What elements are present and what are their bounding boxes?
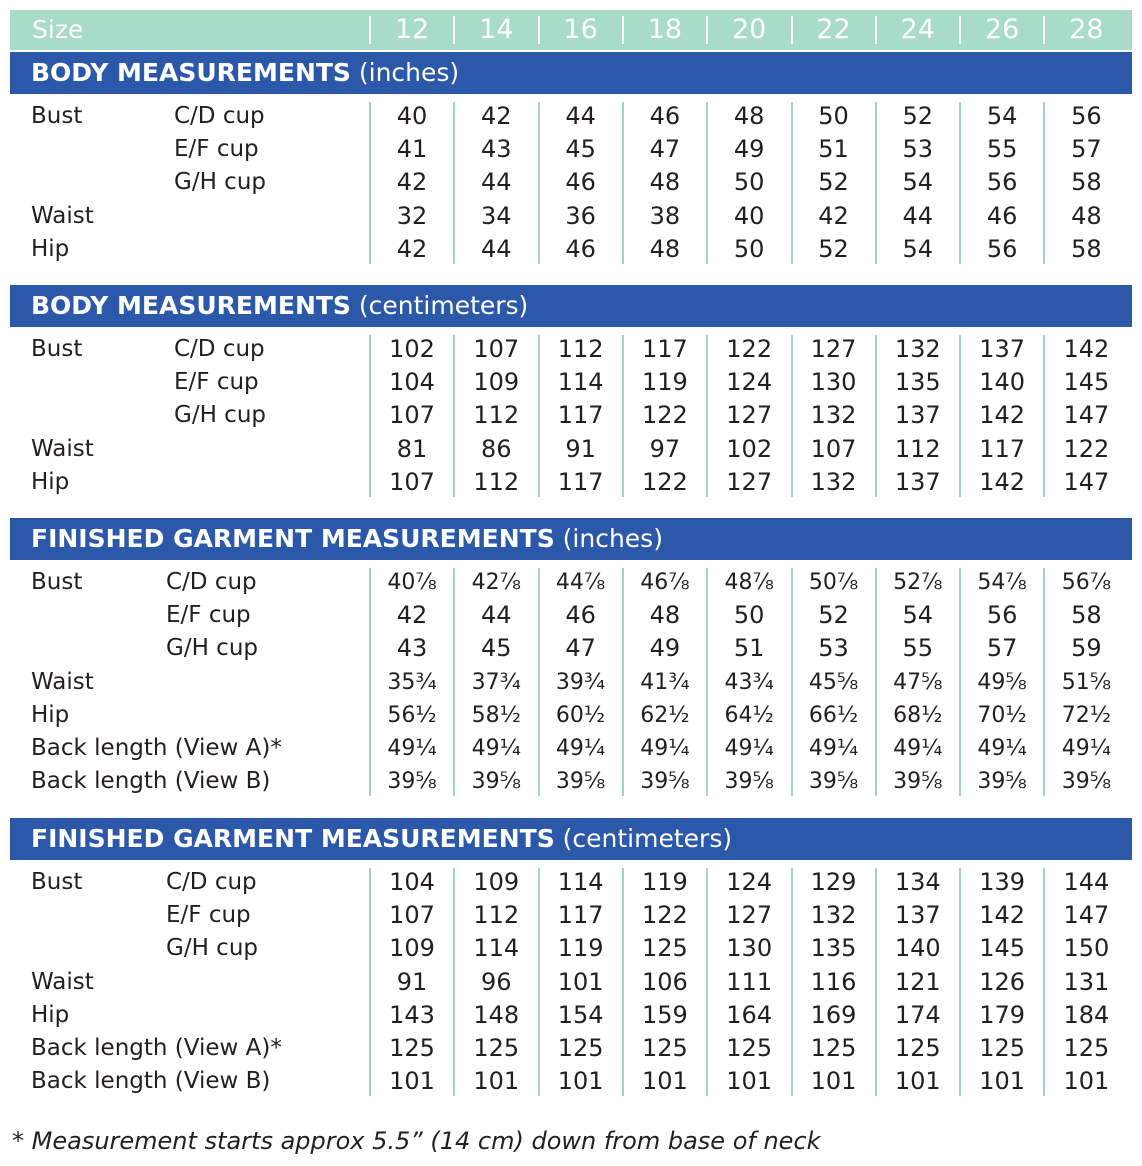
value-cell: 131 [1063,967,1110,996]
value-cell: 39⅝ [1061,769,1112,795]
value-cell: 42 [481,102,512,130]
value-cell: 102 [726,434,773,463]
value-cell: 107 [389,901,435,930]
section-title [31,52,459,94]
value-cell: 34 [481,201,512,230]
value-cell: 39⅝ [555,769,606,795]
value-cell: 68½ [893,702,943,728]
value-cell: 49¼ [893,736,943,761]
value-cell: 50⅞ [808,570,859,595]
row-label: Bust [31,569,83,595]
value-cell: 143 [389,1000,435,1029]
value-cell: 145 [1063,368,1110,397]
value-cell: 46 [986,201,1018,230]
value-cell: 39¾ [555,669,606,695]
value-cell: 127 [810,335,857,363]
value-cell: 47 [565,634,596,663]
value-cell: 111 [726,967,773,996]
value-cell: 53 [818,634,849,663]
value-cell: 43¾ [724,669,774,695]
value-cell: 59 [1071,634,1102,663]
section-title [31,818,732,860]
value-cell: 58½ [471,702,521,728]
value-cell: 107 [810,434,857,463]
value-cell: 130 [726,934,773,963]
value-cell: 122 [641,901,688,930]
value-cell: 125 [726,1034,773,1062]
value-cell: 56 [986,234,1018,263]
value-cell: 124 [726,368,773,397]
value-cell: 125 [389,1034,435,1062]
value-cell: 97 [649,434,681,463]
size-22: 22 [816,14,851,45]
size-14: 14 [479,14,514,45]
value-cell: 91 [565,434,596,463]
row-label: Back length (View A)* [31,1035,282,1061]
value-cell: 42 [818,201,849,230]
section-title-unit: (centimeters) [350,291,529,320]
value-cell: 50 [733,168,765,197]
value-cell: 125 [641,934,688,963]
value-cell: 114 [473,934,520,963]
value-cell: 107 [389,401,435,430]
value-cell: 49¼ [977,736,1027,761]
value-cell: 101 [557,1067,604,1096]
value-cell: 137 [894,467,941,496]
value-cell: 129 [810,868,857,896]
value-cell: 127 [726,901,773,930]
value-cell: 51 [818,135,849,164]
value-cell: 54 [902,601,934,630]
value-cell: 112 [473,401,520,430]
row-label: Back length (View B) [31,768,271,795]
row-label: Waist [31,668,94,695]
value-cell: 122 [641,401,688,430]
value-cell: 126 [979,967,1025,996]
value-cell: 122 [1063,434,1110,463]
value-cell: 101 [641,1067,688,1096]
row-sublabel: C/D cup [174,103,265,129]
value-cell: 125 [979,1034,1025,1062]
value-cell: 119 [641,868,688,896]
value-cell: 50 [733,234,765,263]
value-cell: 49¼ [471,736,521,761]
value-cell: 179 [979,1000,1025,1029]
row-label: Waist [31,202,94,229]
value-cell: 39⅝ [808,769,859,795]
value-cell: 106 [641,967,688,996]
value-cell: 43 [481,135,512,164]
value-cell: 35¾ [387,669,437,695]
value-cell: 48 [649,601,681,630]
value-cell: 109 [473,368,520,397]
row-label: Hip [31,701,70,728]
value-cell: 125 [1063,1034,1110,1062]
row-label: Hip [31,468,70,495]
row-label: Hip [31,1001,70,1028]
value-cell: 41 [396,135,428,164]
value-cell: 55 [986,135,1018,164]
value-cell: 46 [565,234,596,263]
value-cell: 44 [481,234,512,263]
value-cell: 40⅞ [387,570,437,595]
value-cell: 140 [894,934,941,963]
value-cell: 40 [733,201,765,230]
value-cell: 53 [902,135,934,164]
value-cell: 145 [979,934,1025,963]
value-cell: 142 [979,901,1025,930]
value-cell: 51 [733,634,765,663]
value-cell: 104 [389,868,435,896]
value-cell: 42 [396,234,428,263]
value-cell: 114 [557,868,604,896]
value-cell: 147 [1063,467,1110,496]
size-20: 20 [732,14,767,45]
size-26: 26 [984,14,1020,45]
row-label: Hip [31,235,70,262]
value-cell: 112 [473,901,520,930]
value-cell: 114 [557,368,604,397]
value-cell: 49¼ [640,736,690,761]
row-label: Back length (View B) [31,1068,271,1095]
value-cell: 54 [902,168,934,197]
section-title-main: FINISHED GARMENT MEASUREMENTS [31,824,555,853]
value-cell: 122 [726,335,773,363]
value-cell: 58 [1071,234,1102,263]
value-cell: 52 [818,601,849,630]
value-cell: 116 [810,967,857,996]
value-cell: 135 [894,368,941,397]
section-title-main: BODY MEASUREMENTS [31,58,351,87]
value-cell: 42⅞ [471,570,521,595]
row-sublabel: E/F cup [166,602,251,629]
section-title-bar [10,818,1132,860]
value-cell: 121 [894,967,941,996]
value-cell: 48 [1071,201,1102,230]
value-cell: 119 [641,368,688,397]
value-cell: 49¼ [1061,736,1112,761]
section-title [31,518,663,560]
value-cell: 140 [979,368,1025,397]
value-cell: 125 [557,1034,604,1062]
value-cell: 125 [641,1034,688,1062]
value-cell: 46 [565,601,596,630]
value-cell: 70½ [977,702,1027,728]
section-title-bar [10,285,1132,327]
row-label: Bust [31,103,83,129]
value-cell: 124 [726,868,773,896]
value-cell: 58 [1071,168,1102,197]
value-cell: 144 [1063,868,1110,896]
value-cell: 117 [557,901,604,930]
value-cell: 142 [1063,335,1110,363]
value-cell: 49 [649,634,681,663]
value-cell: 132 [810,901,857,930]
row-sublabel: E/F cup [174,369,259,396]
value-cell: 154 [557,1000,604,1029]
size-28: 28 [1069,14,1104,45]
value-cell: 117 [641,335,688,363]
value-cell: 135 [810,934,857,963]
value-cell: 48 [733,102,765,130]
value-cell: 125 [473,1034,520,1062]
value-cell: 139 [979,868,1025,896]
value-cell: 101 [726,1067,773,1096]
value-cell: 52 [818,168,849,197]
size-label: Size [32,15,84,44]
value-cell: 39⅝ [893,769,943,795]
value-cell: 44 [902,201,934,230]
value-cell: 56 [1071,102,1102,130]
row-sublabel: G/H cup [174,402,266,429]
value-cell: 117 [979,434,1025,463]
value-cell: 101 [473,1067,520,1096]
value-cell: 147 [1063,901,1110,930]
value-cell: 91 [396,967,428,996]
row-sublabel: G/H cup [166,935,258,962]
size-24: 24 [900,14,935,45]
value-cell: 48 [649,234,681,263]
section-title-main: BODY MEASUREMENTS [31,291,351,320]
value-cell: 125 [810,1034,857,1062]
value-cell: 132 [810,467,857,496]
value-cell: 132 [894,335,941,363]
value-cell: 159 [641,1000,688,1029]
row-label: Bust [31,336,83,362]
value-cell: 122 [641,467,688,496]
size-16: 16 [563,14,598,45]
row-label: Waist [31,968,94,995]
value-cell: 52⅞ [893,570,943,595]
value-cell: 48⅞ [724,570,774,595]
value-cell: 184 [1063,1000,1110,1029]
value-cell: 96 [481,967,512,996]
size-18: 18 [647,14,683,45]
value-cell: 49¼ [808,736,859,761]
section-title-unit: (centimeters) [554,824,733,853]
value-cell: 52 [818,234,849,263]
value-cell: 101 [810,1067,857,1096]
value-cell: 44 [481,168,512,197]
value-cell: 49¼ [555,736,606,761]
value-cell: 112 [473,467,520,496]
value-cell: 104 [389,368,435,397]
value-cell: 58 [1071,601,1102,630]
section-title-unit: (inches) [554,524,663,553]
value-cell: 44 [481,601,512,630]
value-cell: 66½ [808,702,859,728]
row-sublabel: E/F cup [174,136,259,163]
value-cell: 37¾ [471,669,521,695]
value-cell: 101 [979,1067,1025,1096]
value-cell: 86 [481,434,512,463]
value-cell: 169 [810,1000,857,1029]
value-cell: 127 [726,401,773,430]
row-label: Back length (View A)* [31,735,282,761]
value-cell: 40 [396,102,428,130]
value-cell: 49¼ [387,736,437,761]
row-sublabel: E/F cup [166,902,251,929]
section-title-bar [10,518,1132,560]
row-sublabel: C/D cup [166,569,257,595]
value-cell: 127 [726,467,773,496]
value-cell: 101 [389,1067,435,1096]
value-cell: 39⅝ [977,769,1027,795]
value-cell: 54⅞ [977,570,1027,595]
value-cell: 46⅞ [640,570,690,595]
value-cell: 39⅝ [640,769,690,795]
value-cell: 125 [894,1034,941,1062]
value-cell: 174 [894,1000,941,1029]
value-cell: 38 [649,201,681,230]
value-cell: 56 [986,601,1018,630]
value-cell: 107 [389,467,435,496]
row-label: Waist [31,435,94,462]
value-cell: 150 [1063,934,1110,963]
row-sublabel: G/H cup [166,635,258,662]
value-cell: 51⅝ [1061,669,1112,695]
row-sublabel: C/D cup [166,869,257,895]
value-cell: 39⅝ [724,769,774,795]
value-cell: 130 [810,368,857,397]
value-cell: 49⅝ [977,669,1027,695]
value-cell: 137 [894,901,941,930]
value-cell: 49 [733,135,765,164]
value-cell: 57 [986,634,1018,663]
value-cell: 32 [396,201,428,230]
value-cell: 44⅞ [555,570,606,595]
value-cell: 112 [894,434,941,463]
value-cell: 47 [649,135,681,164]
value-cell: 64½ [724,702,774,728]
value-cell: 39⅝ [471,769,521,795]
value-cell: 137 [894,401,941,430]
value-cell: 45⅝ [808,669,859,695]
value-cell: 47⅝ [893,669,943,695]
section-title-main: FINISHED GARMENT MEASUREMENTS [31,524,555,553]
value-cell: 137 [979,335,1025,363]
row-label: Bust [31,869,83,895]
value-cell: 44 [565,102,596,130]
value-cell: 117 [557,401,604,430]
value-cell: 55 [902,634,934,663]
value-cell: 62½ [640,702,690,728]
value-cell: 54 [986,102,1018,130]
value-cell: 56½ [387,702,437,728]
value-cell: 36 [565,201,596,230]
value-cell: 54 [902,234,934,263]
value-cell: 101 [557,967,604,996]
section-title-unit: (inches) [350,58,460,87]
value-cell: 48 [649,168,681,197]
size-12: 12 [394,14,430,45]
value-cell: 102 [389,335,435,363]
value-cell: 45 [565,135,596,164]
value-cell: 81 [396,434,428,463]
value-cell: 72½ [1061,702,1112,728]
value-cell: 109 [389,934,435,963]
value-cell: 148 [473,1000,520,1029]
value-cell: 42 [396,168,428,197]
value-cell: 60½ [555,702,606,728]
value-cell: 101 [894,1067,941,1096]
section-title-bar [10,52,1132,94]
footnote: * Measurement starts approx 5.5” (14 cm) down from base of neck [12,1127,821,1155]
value-cell: 39⅝ [387,769,437,795]
value-cell: 107 [473,335,520,363]
value-cell: 57 [1071,135,1102,164]
value-cell: 112 [557,335,604,363]
value-cell: 45 [481,634,512,663]
value-cell: 164 [726,1000,773,1029]
value-cell: 41¾ [640,669,690,695]
value-cell: 56 [986,168,1018,197]
value-cell: 49¼ [724,736,774,761]
value-cell: 132 [810,401,857,430]
value-cell: 134 [894,868,941,896]
value-cell: 46 [565,168,596,197]
value-cell: 43 [396,634,428,663]
row-sublabel: C/D cup [174,336,265,362]
value-cell: 46 [649,102,681,130]
value-cell: 109 [473,868,520,896]
value-cell: 50 [818,102,849,130]
value-cell: 117 [557,467,604,496]
value-cell: 142 [979,401,1025,430]
value-cell: 50 [733,601,765,630]
size-header-bar [10,10,1132,50]
section-title [31,285,528,327]
value-cell: 42 [396,601,428,630]
row-sublabel: G/H cup [174,169,266,196]
value-cell: 147 [1063,401,1110,430]
value-cell: 119 [557,934,604,963]
value-cell: 52 [902,102,934,130]
value-cell: 101 [1063,1067,1110,1096]
value-cell: 56⅞ [1061,570,1112,595]
value-cell: 142 [979,467,1025,496]
